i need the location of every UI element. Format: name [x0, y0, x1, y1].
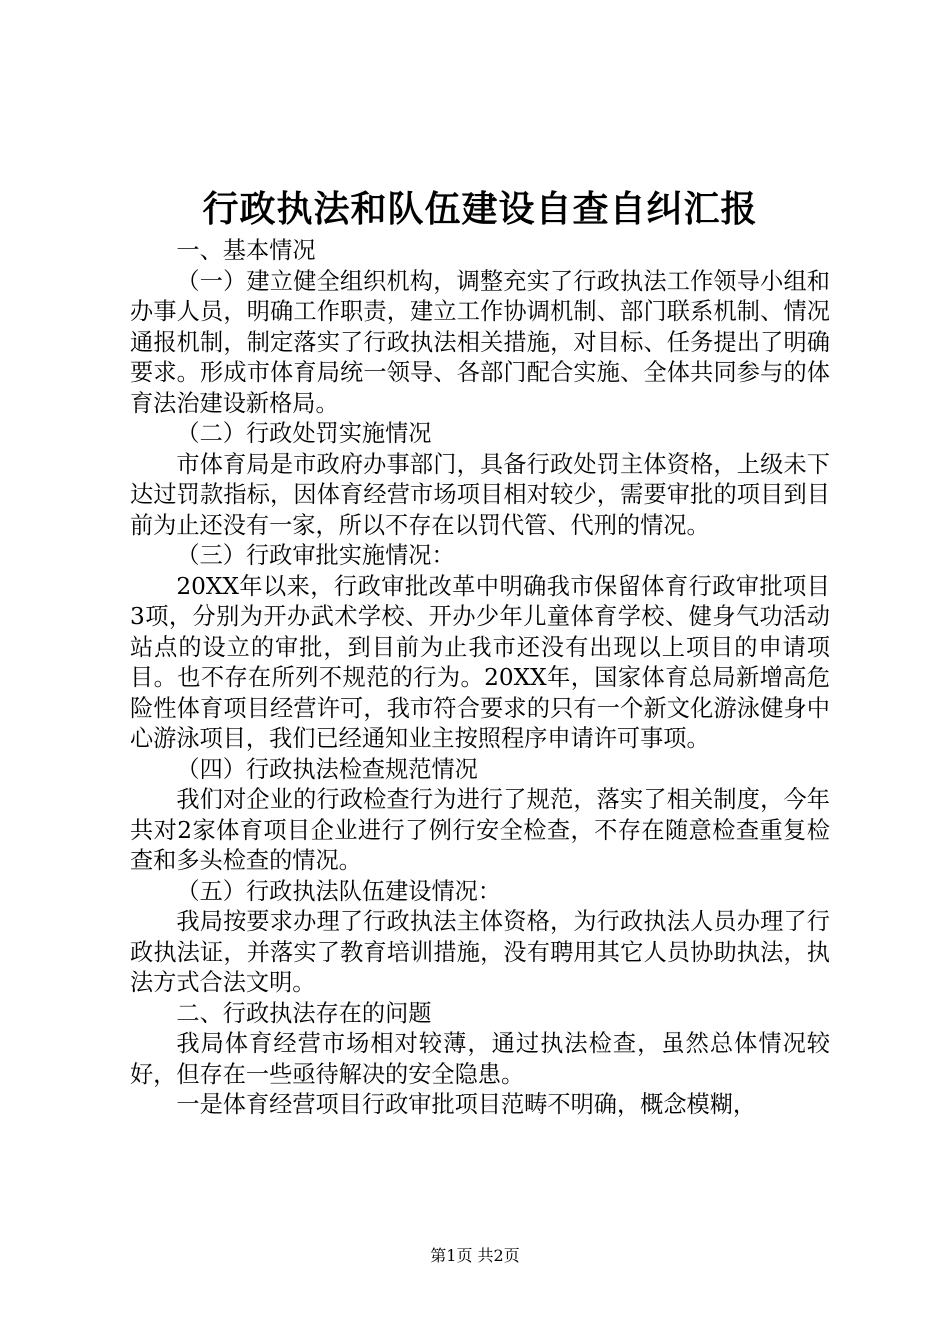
- subsection-heading: （二）行政处罚实施情况: [176, 420, 432, 447]
- page-number: 第1页 共2页: [430, 1246, 520, 1265]
- paragraph: 20XX年以来，行政审批改革中明确我市保留体育行政审批项目3项，分别为开办武术学校、开办少年儿童体育学校、健身气功活动站点的设立的审批，到目前为止我市还没有出现以上项目的申请项目。也不存在所列不规范的行为。20XX年，国家体育总局新增高危险性体育项目经营许可，我市符合要求的只有一个新文化游泳健身中心游泳项目，我们已经通知业主按照程序申请许可事项。: [130, 572, 830, 752]
- section-heading: 二、行政执法存在的问题: [176, 999, 432, 1027]
- paragraph: 一是体育经营项目行政审批项目范畴不明确，概念模糊，: [176, 1091, 757, 1118]
- paragraph: 我们对企业的行政检查行为进行了规范，落实了相关制度，今年共对2家体育项目企业进行了例行安全检查，不存在随意检查重复检查和多头检查的情况。: [130, 786, 830, 874]
- subsection-heading: （三）行政审批实施情况：: [176, 542, 455, 569]
- subsection-heading: （五）行政执法队伍建设情况：: [176, 877, 502, 905]
- paragraph: 市体育局是市政府办事部门，具备行政处罚主体资格，上级未下达过罚款指标，因体育经营市场项目相对较少，需要审批的项目到目前为止还没有一家，所以不存在以罚代管、代刑的情况。: [130, 450, 830, 539]
- document-page: [130, 184, 830, 1121]
- paragraph: 我局体育经营市场相对较薄，通过执法检查，虽然总体情况较好，但存在一些亟待解决的安全隐患。: [130, 1030, 830, 1088]
- document-body: [130, 236, 830, 1121]
- paragraph: （一）建立健全组织机构，调整充实了行政执法工作领导小组和办事人员，明确工作职责，建立工作协调机制、部门联系机制、情况通报机制，制定落实了行政执法相关措施，对目标、任务提出了明确要求。形成市体育局统一领导、各部门配合实施、全体共同参与的体育法治建设新格局。: [130, 267, 830, 417]
- page-footer: [0, 1244, 950, 1268]
- paragraph: 我局按要求办理了行政执法主体资格，为行政执法人员办理了行政执法证，并落实了教育培训措施，没有聘用其它人员协助执法，执法方式合法文明。: [130, 908, 830, 996]
- document-title: 行政执法和队伍建设自查自纠汇报: [202, 189, 758, 230]
- section-heading: 一、基本情况: [176, 237, 316, 264]
- subsection-heading: （四）行政执法检查规范情况: [176, 755, 478, 783]
